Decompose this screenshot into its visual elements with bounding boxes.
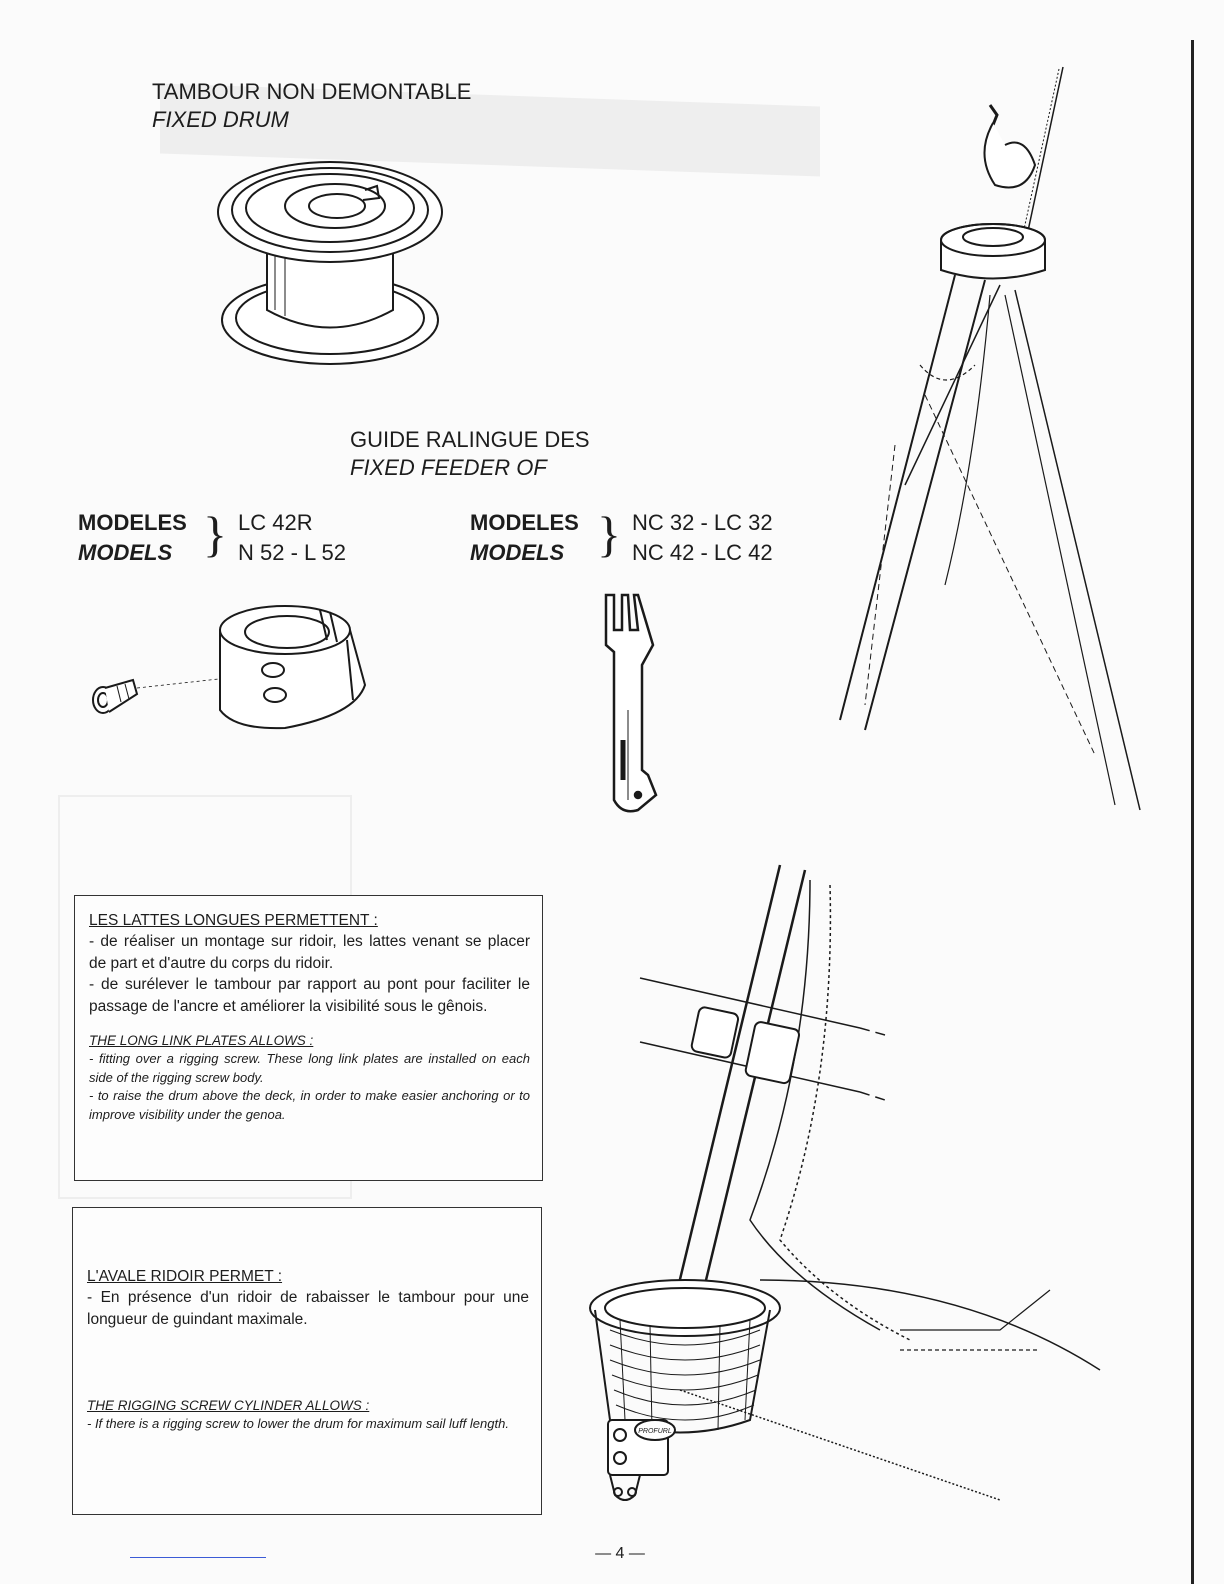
screw-icon	[93, 680, 137, 713]
drum-heading	[152, 78, 471, 134]
avale-fr-item: - En présence d'un ridoir de rabaisser le tambour pour une longueur de guindant maximale.	[87, 1289, 529, 1328]
drum-title-en: FIXED DRUM	[152, 107, 289, 132]
feeder-title-en: FIXED FEEDER OF	[350, 455, 547, 480]
lattes-fr-title: LES LATTES LONGUES PERMETTENT :	[89, 912, 378, 929]
models-right-brace: }	[597, 506, 621, 562]
feeder-heading	[350, 426, 590, 482]
drum-top-flange	[218, 162, 442, 262]
drum-title-fr: TAMBOUR NON DEMONTABLE	[152, 79, 472, 104]
avale-fr-title: L'AVALE RIDOIR PERMET :	[87, 1268, 283, 1285]
models-left-values	[238, 508, 346, 568]
lattes-en-item: - to raise the drum above the deck, in order to make easier anchoring or to improve visibility under the genoa.	[89, 1088, 530, 1122]
foil	[675, 865, 780, 1300]
lattes-fr-item: - de surélever le tambour par rapport au pont pour faciliter le passage de l'ancre et améliorer la visibilité sous le gênois.	[89, 976, 530, 1015]
avale-en-item: - If there is a rigging screw to lower the drum for maximum sail luff length.	[87, 1416, 509, 1431]
page-number: — 4 —	[595, 1545, 645, 1562]
forestay-top-illustration	[825, 65, 1155, 825]
models-right-label-fr: MODELES	[470, 510, 579, 535]
footer-link-rule	[130, 1557, 266, 1558]
feeder-collar-illustration	[85, 600, 375, 740]
models-left-brace: }	[203, 506, 227, 562]
lattes-fr-item: - de réaliser un montage sur ridoir, les lattes venant se placer de part et d'autre du corps du ridoir.	[89, 933, 530, 972]
models-right-value: NC 32 - LC 32	[632, 510, 773, 535]
models-left-label-en: MODELS	[78, 540, 173, 565]
fork-feeder-illustration	[598, 590, 668, 820]
fixed-drum-illustration	[215, 160, 445, 370]
models-left-label-fr: MODELES	[78, 510, 187, 535]
box-rigging-screw-cylinder	[72, 1207, 542, 1515]
avale-en-title: THE RIGGING SCREW CYLINDER ALLOWS :	[87, 1398, 370, 1413]
models-left-value: N 52 - L 52	[238, 540, 347, 565]
drum-assembly-illustration	[580, 860, 1180, 1510]
feeder-title-fr: GUIDE RALINGUE DES	[350, 427, 590, 452]
models-right-label-en: MODELS	[470, 540, 565, 565]
models-right-value: NC 42 - LC 42	[632, 540, 773, 565]
models-right-values	[632, 508, 773, 568]
lattes-en-item: - fitting over a rigging screw. These long link plates are installed on each side of the rigging screw body.	[89, 1051, 530, 1085]
lattes-en-title: THE LONG LINK PLATES ALLOWS :	[89, 1033, 314, 1048]
models-right	[470, 508, 579, 568]
drum-logo-text: PROFURL	[638, 1428, 672, 1435]
page-right-edge	[1191, 40, 1194, 1584]
models-left	[78, 508, 187, 568]
models-left-value: LC 42R	[238, 510, 313, 535]
box-long-link-plates	[74, 895, 543, 1181]
